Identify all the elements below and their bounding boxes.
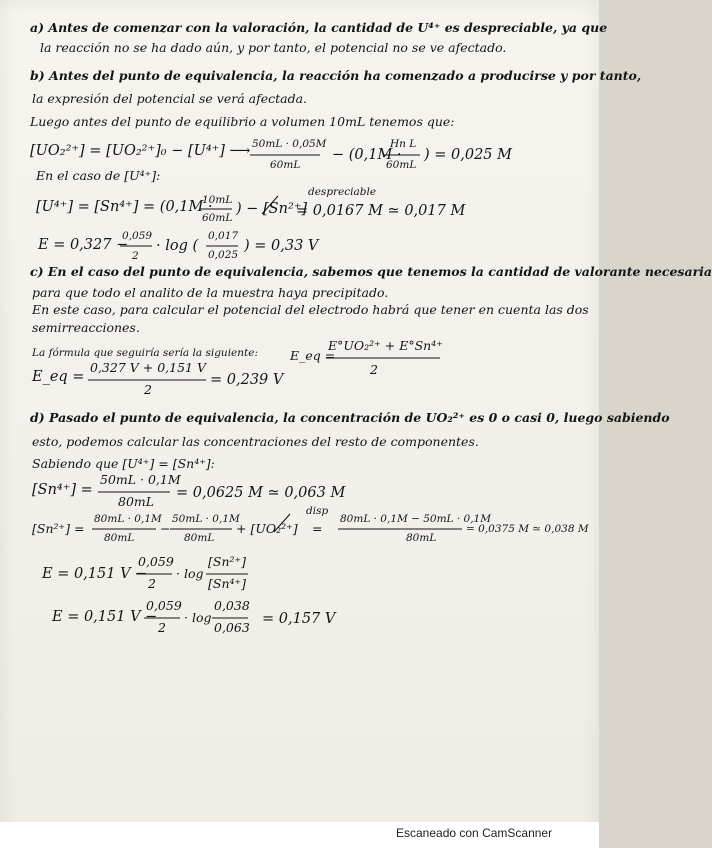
section-c-line3: En este caso, para calcular el potencial del electrodo habrá que tener en cuenta las dos <box>32 302 589 317</box>
section-d-line3: Sabiendo que [U⁴⁺] = [Sn⁴⁺]: <box>32 456 215 471</box>
scanner-watermark: Escaneado con CamScanner <box>396 826 553 840</box>
section-b-line4: En el caso de [U⁴⁺]: <box>36 168 161 183</box>
section-b-eq1-left: [UO₂²⁺] = [UO₂²⁺]₀ − [U⁴⁺] ⟶ <box>30 143 251 159</box>
section-d-eq1-num: 50mL · 0,1M <box>100 472 181 487</box>
section-d-eq1-result: = 0,0625 M ≃ 0,063 M <box>176 485 346 501</box>
section-d-eq2-plus: + [UO₂²⁺] <box>236 521 298 536</box>
section-c-formula-num: E°UO₂²⁺ + E°Sn⁴⁺ <box>328 338 443 353</box>
section-b-eq3-frac-num: 0,059 <box>122 230 153 242</box>
section-b-eq2-mid: ) − [Sn²⁺] <box>236 201 308 217</box>
section-d-eq2-result: = 0,0375 M ≃ 0,038 M <box>466 523 589 535</box>
section-b-eq1-mid: − (0,1M · <box>332 147 402 163</box>
section-d-eq2-annotation: disp <box>306 505 329 517</box>
section-d-eq2-den1: 80mL <box>104 532 135 544</box>
section-c-eq-den: 2 <box>144 382 152 397</box>
section-d-line1: d) Pasado el punto de equivalencia, la concentración de UO₂²⁺ es 0 o casi 0, luego sabiendo <box>30 410 670 425</box>
section-d-eq3-mid: · log <box>176 566 204 581</box>
section-d-eq4-den2: 0,063 <box>214 620 250 635</box>
section-a-line2: la reacción no se ha dado aún, y por tanto, el potencial no se ve afectado. <box>40 40 507 55</box>
section-b-eq2-frac-num: 10mL <box>202 194 233 206</box>
section-d-eq3-den: 2 <box>148 576 156 591</box>
section-d-eq3-num2: [Sn²⁺] <box>208 554 246 569</box>
section-b-eq3-result: ) = 0,33 V <box>244 238 319 254</box>
section-b-line2: la expresión del potencial se verá afectada. <box>32 91 308 106</box>
section-b-eq1-frac-num: 50mL · 0,05M <box>252 138 327 150</box>
section-d-eq4-num2: 0,038 <box>214 598 250 613</box>
section-d-eq4-den: 2 <box>158 620 166 635</box>
section-b-eq3-frac-den: 2 <box>132 250 139 262</box>
section-d-eq2-den3: 80mL <box>406 532 437 544</box>
section-b-eq2-result: = 0,0167 M ≃ 0,017 M <box>296 203 466 219</box>
section-b-eq3-frac2-den: 0,025 <box>208 249 239 261</box>
section-d-eq3-num: 0,059 <box>138 554 174 569</box>
section-d-eq1-den: 80mL <box>118 494 155 509</box>
section-c-formula-den: 2 <box>370 362 378 377</box>
section-b-eq2-frac-den: 60mL <box>202 212 233 224</box>
section-b-eq2-left: [U⁴⁺] = [Sn⁴⁺] = (0,1M · <box>36 199 213 215</box>
section-c-line1: c) En el caso del punto de equivalencia, sabemos que tenemos la cantidad de valorante necesaria <box>30 264 712 279</box>
section-d-eq4-mid: · log <box>184 610 212 625</box>
section-b-eq3-mid: · log ( <box>156 238 199 254</box>
section-c-line2: para que todo el analito de la muestra haya precipitado. <box>32 285 389 300</box>
section-d-eq3-den2: [Sn⁴⁺] <box>208 576 246 591</box>
strike-through <box>262 196 278 214</box>
section-b-eq1-frac-den: 60mL <box>270 159 301 171</box>
section-b-line1: b) Antes del punto de equivalencia, la reacción ha comenzado a producirse y por tanto, <box>30 68 642 83</box>
section-b-eq3-frac2-num: 0,017 <box>208 230 239 242</box>
section-d-eq2-den2: 80mL <box>184 532 215 544</box>
section-c-eq-left: E_eq = <box>32 369 85 385</box>
section-d-eq4-left: E = 0,151 V − <box>52 609 158 625</box>
section-d-eq1-left: [Sn⁴⁺] = <box>32 482 93 498</box>
section-d-eq2-num3: 80mL · 0,1M − 50mL · 0,1M <box>340 513 491 525</box>
section-d-eq3-left: E = 0,151 V − <box>42 566 148 582</box>
section-b-eq1-result: ) = 0,025 M <box>424 147 512 163</box>
section-b-line3: Luego antes del punto de equilibrio a volumen 10mL tenemos que: <box>30 114 455 129</box>
section-b-eq3-left: E = 0,327 − <box>38 237 129 253</box>
section-c-eq-result: = 0,239 V <box>210 372 284 388</box>
section-d-eq2-num1: 80mL · 0,1M <box>94 513 162 525</box>
section-a-line1: a) Antes de comenzar con la valoración, la cantidad de U⁴⁺ es despreciable, ya que <box>30 20 608 35</box>
section-c-line5: La fórmula que seguiría sería la siguiente: <box>32 347 258 359</box>
section-c-line4: semirreacciones. <box>32 320 140 335</box>
section-d-eq2-minus: − <box>160 521 171 536</box>
section-d-eq2-left: [Sn²⁺] = <box>32 521 85 536</box>
section-c-formula-left: E_eq = <box>290 348 336 363</box>
section-d-line2: esto, podemos calcular las concentraciones del resto de componentes. <box>32 434 479 449</box>
section-c-eq-num: 0,327 V + 0,151 V <box>90 360 206 375</box>
strike-through <box>274 514 290 532</box>
section-d-eq4-result: = 0,157 V <box>262 611 336 627</box>
section-b-eq2-annotation: despreciable <box>308 186 377 198</box>
section-d-eq4-num: 0,059 <box>146 598 182 613</box>
section-d-eq2-num2: 50mL · 0,1M <box>172 513 240 525</box>
section-b-eq1-frac2-num: Hn L <box>390 138 417 150</box>
section-b-eq1-frac2-den: 60mL <box>386 159 417 171</box>
section-d-eq2-eq: = <box>312 521 323 536</box>
